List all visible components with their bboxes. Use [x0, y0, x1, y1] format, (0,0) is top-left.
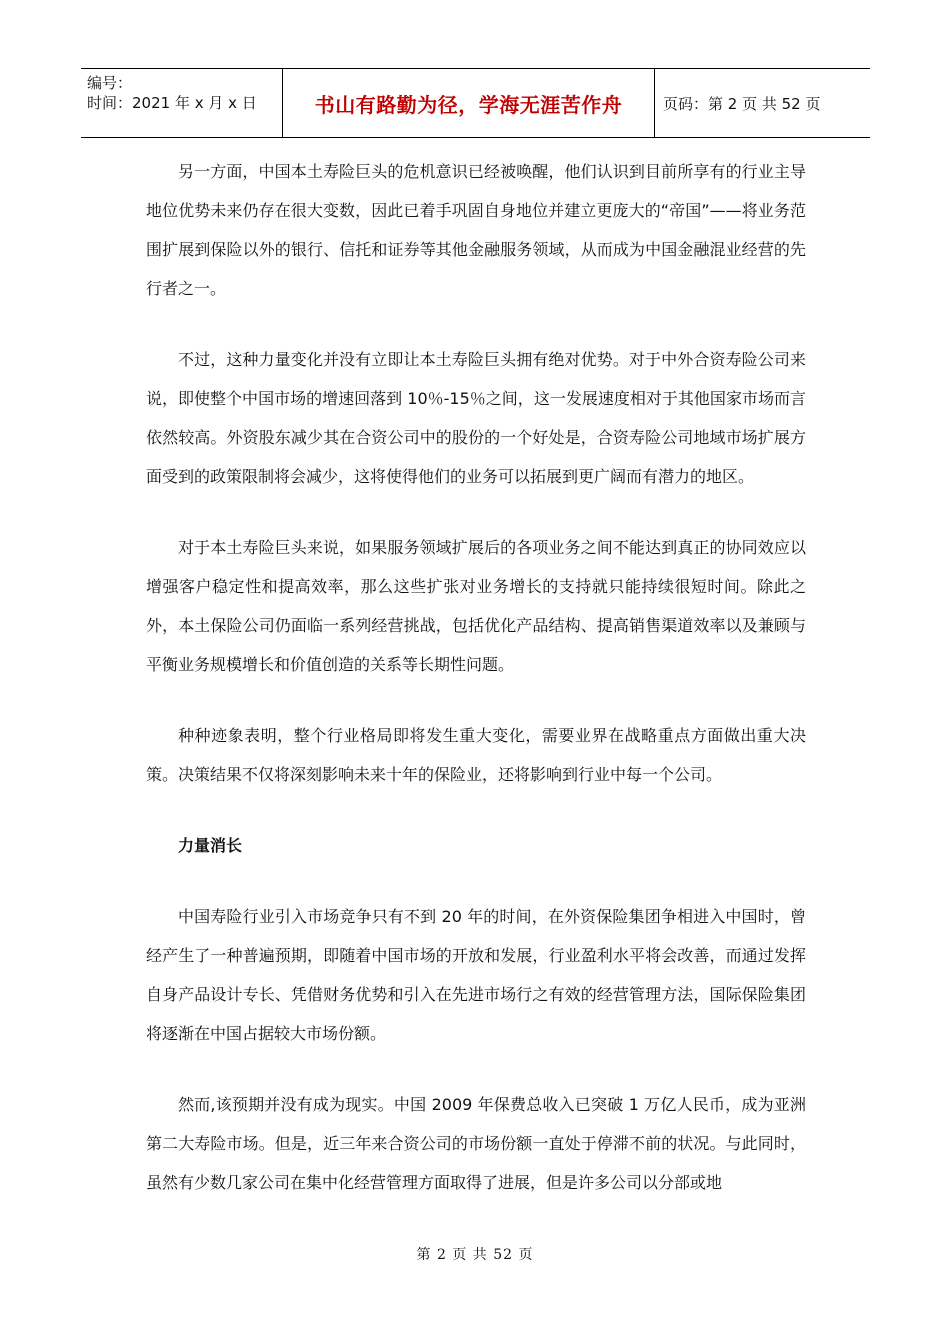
header-meta [87, 73, 257, 113]
paragraph: 另一方面，中国本土寿险巨头的危机意识已经被唤醒，他们认识到目前所享有的行业主导地位优势未来仍存在很大变数，因此已着手巩固自身地位并建立更庞大的“帝国”——将业务范围扩展到保险以外的银行、信托和证券等其他金融服务领域，从而成为中国金融混业经营的先行者之一。 [146, 162, 806, 298]
paragraph: 中国寿险行业引入市场竞争只有不到 20 年的时间，在外资保险集团争相进入中国时，曾经产生了一种普遍预期，即随着中国市场的开放和发展，行业盈利水平将会改善，而通过发挥自身产品设计专长、凭借财务优势和引入在先进市场行之有效的经营管理方法，国际保险集团将逐渐在中国占据较大市场份额。 [146, 907, 806, 1043]
paragraph: 然而,该预期并没有成为现实。中国 2009 年保费总收入已突破 1 万亿人民币，成为亚洲第二大寿险市场。但是，近三年来合资公司的市场份额一直处于停滞不前的状况。与此同时，虽然有少数几家公司在集中化经营管理方面取得了进展，但是许多公司以分部或地 [146, 1095, 806, 1192]
document-body [146, 152, 806, 1234]
document-header [81, 68, 870, 138]
paragraph: 种种迹象表明，整个行业格局即将发生重大变化，需要业界在战略重点方面做出重大决策。决策结果不仅将深刻影响未来十年的保险业，还将影响到行业中每一个公司。 [146, 726, 806, 784]
page-footer: 第 2 页 共 52 页 [416, 1247, 534, 1263]
paragraph: 不过，这种力量变化并没有立即让本土寿险巨头拥有绝对优势。对于中外合资寿险公司来说，即使整个中国市场的增速回落到 10％-15％之间，这一发展速度相对于其他国家市场而言依然较高。外资股东减少其在合资公司中的股份的一个好处是，合资寿险公司地域市场扩展方面受到的政策限制将会减少，这将使得他们的业务可以拓展到更广阔而有潜力的地区。 [146, 350, 806, 486]
section-heading: 力量消长 [178, 836, 243, 855]
paragraph: 对于本土寿险巨头来说，如果服务领域扩展后的各项业务之间不能达到真正的协同效应以增强客户稳定性和提高效率，那么这些扩张对业务增长的支持就只能持续很短时间。除此之外，本土保险公司仍面临一系列经营挑战，包括优化产品结构、提高销售渠道效率以及兼顾与平衡业务规模增长和价值创造的关系等长期性问题。 [146, 538, 806, 674]
header-divider [654, 69, 655, 137]
header-motto: 书山有路勤为径，学海无涯苦作舟 [314, 92, 623, 117]
header-page-info: 页码：第 2 页 共 52 页 [663, 94, 821, 113]
document-number-label: 编号： [87, 74, 133, 92]
document-time-label: 时间：2021 年 x 月 x 日 [87, 94, 257, 112]
